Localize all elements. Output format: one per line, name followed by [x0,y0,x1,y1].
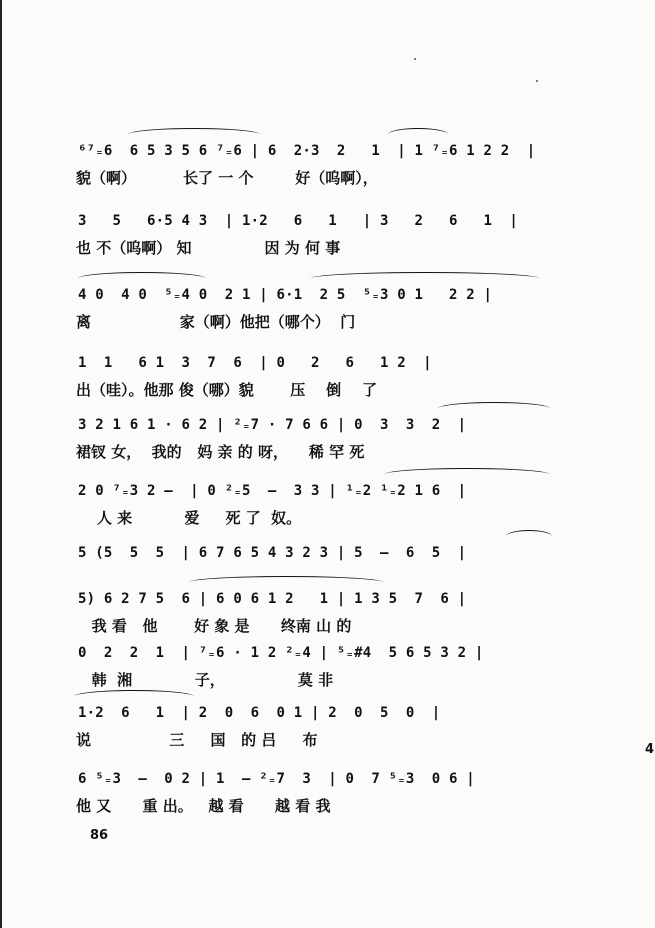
lyric-line: 他 又 重 出。 越 看 越 看 我 [76,797,331,815]
notation-line: ⁶⁷₌6 6 5 3 5 6 ⁷₌6 | 6 2·3 2 1 | 1 ⁷₌6 1 2 2 | [78,143,536,159]
score-row-6 [74,478,554,548]
lyric-line: 人 来 爱 死 了 奴。 [76,509,302,527]
notation-line: 5) 6 2 7 5 6 | 6 0 6 1 2 1 | 1 3 5 7 6 | [78,591,467,607]
score-row-11 [74,766,554,836]
lyric-line: 说 三 国 的 吕 布 [76,731,318,749]
score-row-3 [74,282,554,352]
notation-line: 2 0 ⁷₌3 2 — | 0 ²₌5 — 3 3 | ¹₌2 ¹₌2 1 6 | [78,483,467,499]
notation-line: 3 5 6·5 4 3 | 1·2 6 1 | 3 2 6 1 | [78,213,519,229]
lyric-line: 出（哇）。他那 俊（哪）貌 压 倒 了 [76,381,378,399]
notation-line: 3 2 1 6 1 · 6 2 | ²₌7 · 7 6 6 | 0 3 3 2 | [78,417,467,433]
edge-mark: 4 [645,742,655,757]
lyric-line: 貌（啊） 长了 一 个 好（呜啊）， [76,169,378,187]
page-number: 86 [90,828,109,843]
notation-line: 4 0 4 0 ⁵₌4 0 2 1 | 6·1 2 5 ⁵₌3 0 1 2 2 | [78,287,493,303]
notation-line: 5 (5 5 5 | 6 7 6 5 4 3 2 3 | 5 — 6 5 | [78,545,467,561]
scan-speck [536,80,538,82]
notation-line: 1·2 6 1 | 2 0 6 0 1 | 2 0 5 0 | [78,705,441,721]
scan-speck [414,58,416,60]
lyric-line: 韩 湘 子， 莫 非 [76,671,334,689]
notation-line: 6 ⁵₌3 — 0 2 | 1 — ²₌7 3 | 0 7 ⁵₌3 0 6 | [78,771,475,787]
score-row-10 [74,700,554,770]
score-row-2 [74,208,554,278]
notation-line: 1 1 6 1 3 7 6 | 0 2 6 1 2 | [78,355,432,371]
lyric-line: 离 家（啊）他把（哪个） 门 [76,313,356,331]
score-row-1 [74,138,554,208]
lyric-line: 裙钗 女， 我的 妈 亲 的 呀， 稀 罕 死 [76,443,365,461]
lyric-line: 我 看 他 好 象 是 终南 山 的 [76,617,352,635]
lyric-line: 也 不（呜啊） 知 因 为 何 事 [76,239,341,257]
notation-line: 0 2 2 1 | ⁷₌6 · 1 2 ²₌4 | ⁵₌#4 5 6 5 3 2 | [78,645,484,661]
